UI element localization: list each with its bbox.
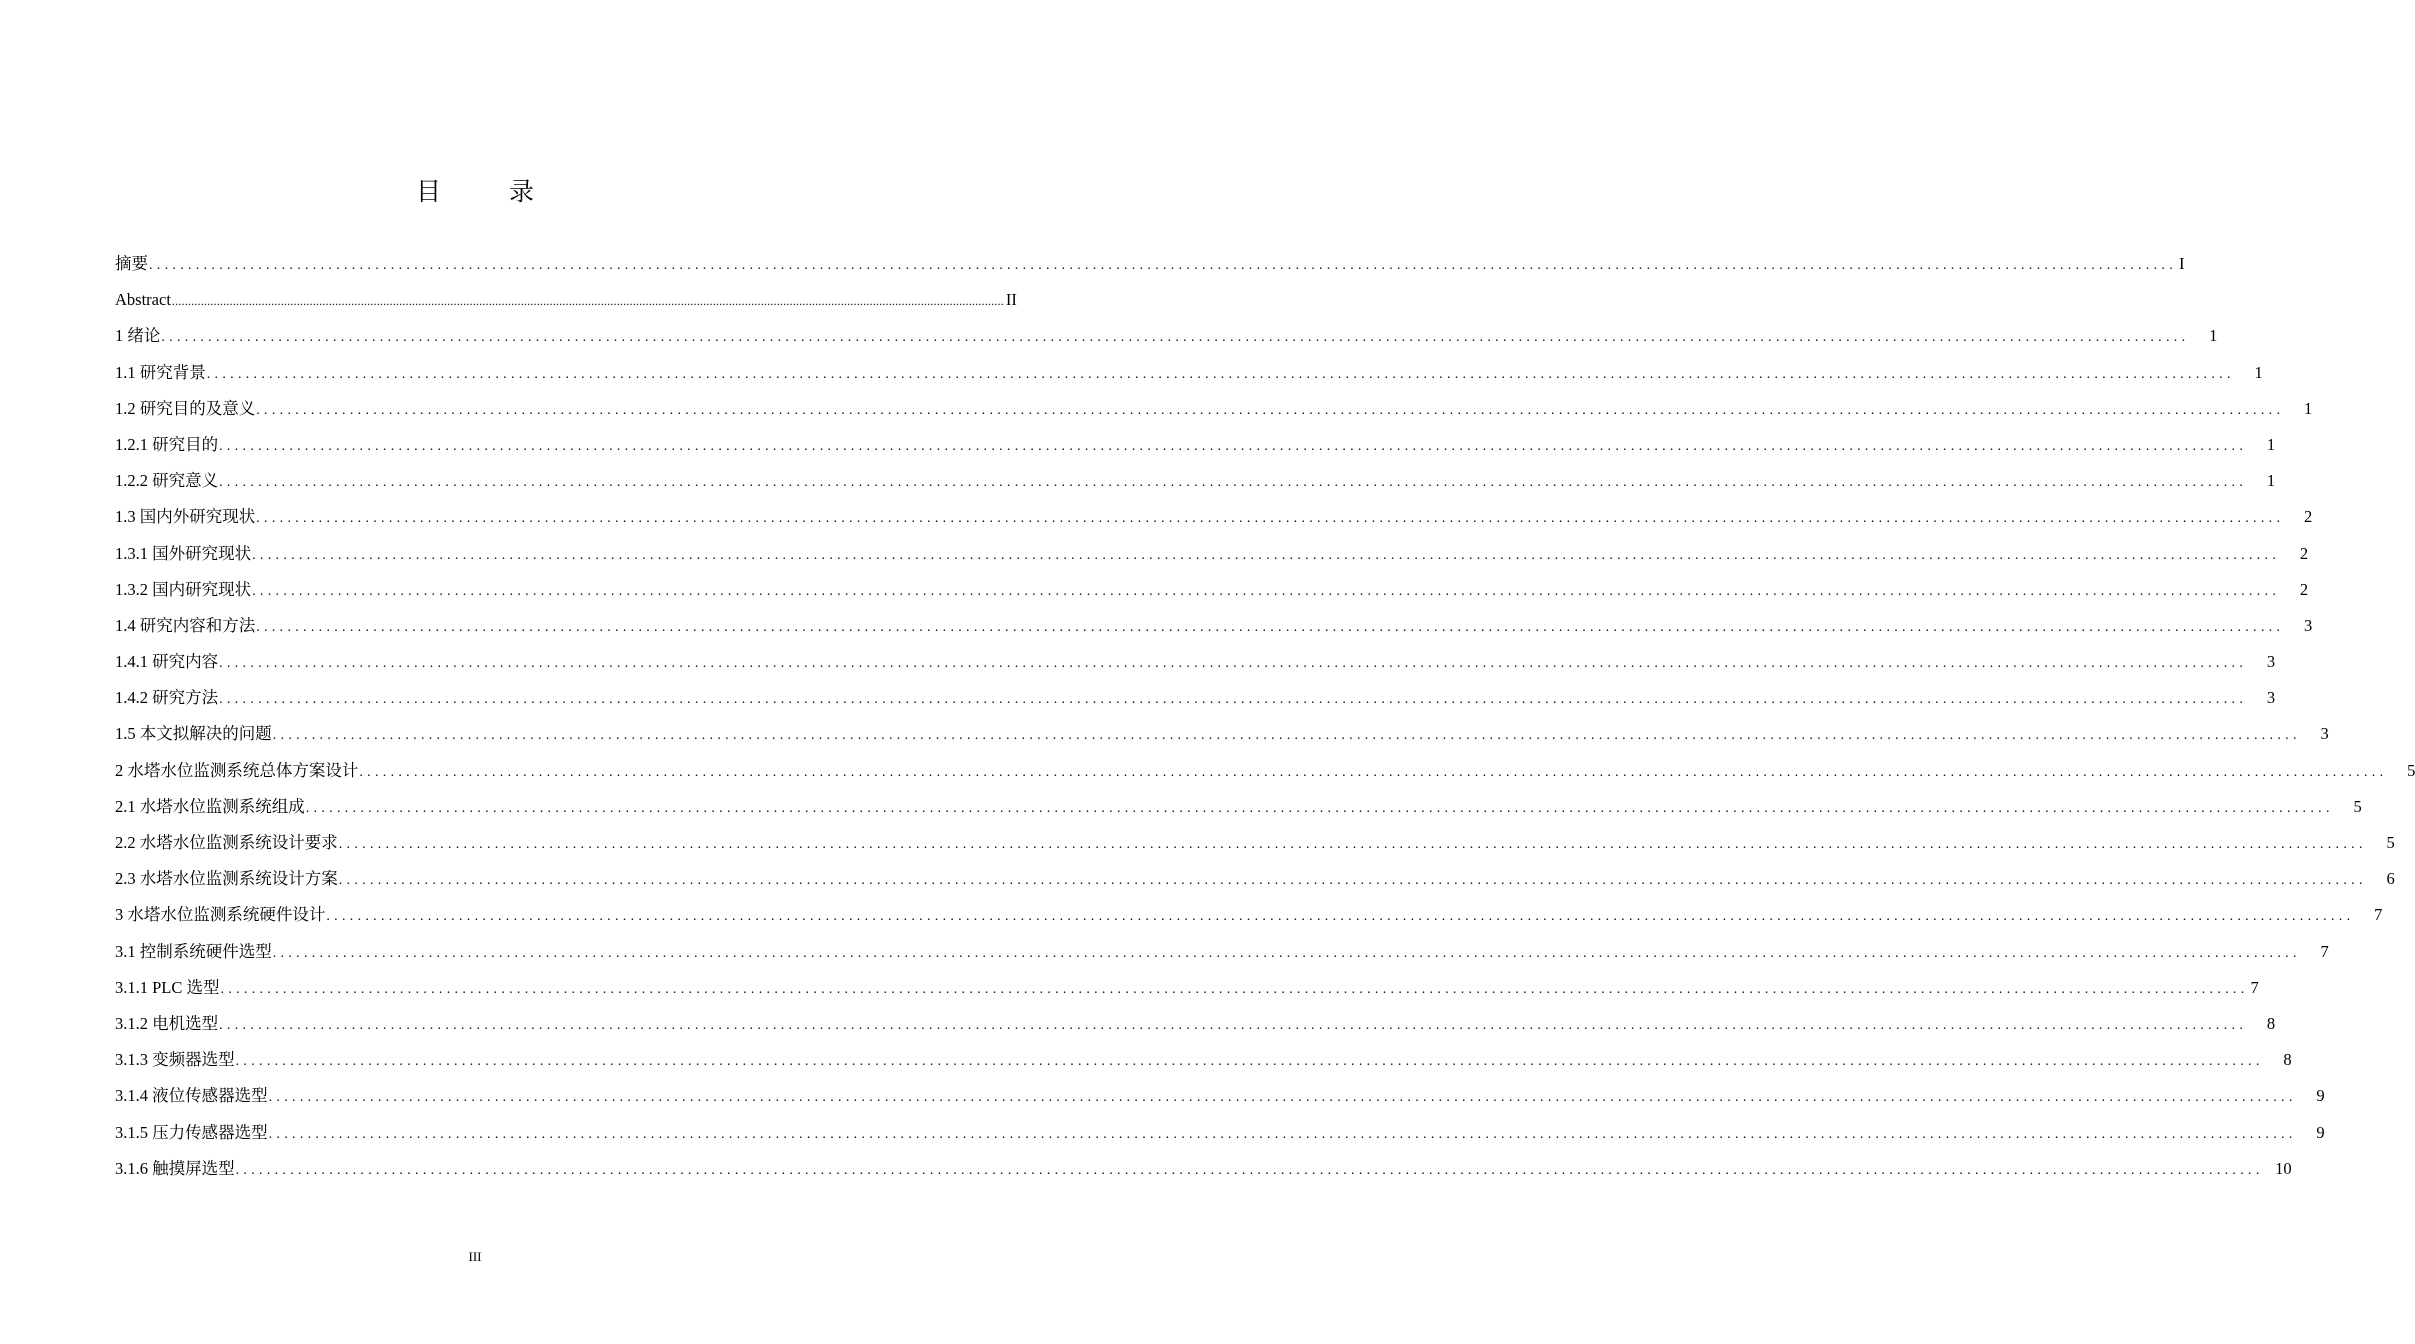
toc-entry-label: 2.2 水塔水位监测系统设计要求 (115, 833, 338, 852)
toc-entry[interactable] (115, 463, 2276, 499)
toc-entry-label: 3.1.6 触摸屏选型 (115, 1158, 235, 1178)
toc-entry-page-number: 3 (2266, 688, 2276, 708)
toc-entry-label: 2.1 水塔水位监测系统组成 (115, 796, 305, 816)
toc-dot-leader: .................................................................................................................................................................................................................................................................... (220, 981, 2249, 997)
toc-entry[interactable] (115, 391, 2313, 427)
toc-dot-leader: .................................................................................................................................................................................................................................................................... (268, 1090, 2297, 1106)
toc-dot-leader: .................................................................................................................................................................................................................................................................... (252, 547, 2281, 563)
toc-entry-page-number: 7 (2374, 905, 2383, 925)
toc-entry-page-number: 8 (2266, 1013, 2276, 1033)
toc-entry[interactable] (115, 1006, 2276, 1042)
toc-entry-page-number: 1 (2254, 362, 2263, 382)
toc-dot-leader: .................................................................................................................................................................................................................................................................... (219, 692, 2248, 708)
toc-dot-leader: .................................................................................................................................................................................................................................................................... (256, 511, 2285, 527)
toc-dot-leader: .................................................................................................................................................................................................................................................................... (235, 1162, 2264, 1178)
footer-page-number: III (468, 1249, 482, 1264)
toc-entry-label: 3.1.3 变频器选型 (115, 1050, 235, 1070)
toc-entry[interactable] (115, 753, 2415, 789)
toc-dot-leader: .................................................................................................................................................................................................................................................................... (219, 656, 2248, 672)
toc-entry-label: 1.4.1 研究内容 (115, 652, 219, 672)
toc-entry[interactable] (115, 282, 1017, 318)
toc-entry-page-number: 8 (2283, 1050, 2292, 1070)
toc-entry-page-number: 5 (2386, 833, 2395, 852)
toc-entry-label: 1.2.2 研究意义 (115, 471, 219, 491)
toc-entry-label: 1.2 研究目的及意义 (115, 398, 256, 418)
toc-entry[interactable] (115, 825, 2395, 861)
toc-entry-label: 1.5 本文拟解决的问题 (115, 724, 272, 744)
toc-entry-page-number: 5 (2353, 796, 2362, 816)
toc-entry-label: 摘要 (115, 254, 148, 273)
toc-dot-leader: .................................................................................................................................................................................................................................................................... (252, 583, 2281, 599)
toc-dot-leader: .................................................................................................................................................................................................................................................................... (161, 330, 2190, 346)
table-of-contents (115, 246, 2415, 1187)
toc-entry[interactable] (115, 536, 2309, 572)
toc-entry-label: 1.3.2 国内研究现状 (115, 579, 252, 599)
toc-entry-page-number: 2 (2304, 507, 2313, 527)
toc-entry[interactable] (115, 246, 2185, 282)
toc-entry-label: 1.4 研究内容和方法 (115, 615, 256, 635)
toc-dot-leader: .................................................................................................................................................................................................................................................................... (219, 1017, 2248, 1033)
toc-entry[interactable] (115, 572, 2309, 608)
toc-entry-label: 2.3 水塔水位监测系统设计方案 (115, 869, 338, 889)
toc-entry-page-number: 6 (2386, 869, 2395, 889)
toc-entry-page-number: 10 (2275, 1158, 2292, 1178)
toc-entry-label: 3.1 控制系统硬件选型 (115, 941, 272, 961)
toc-entry[interactable] (115, 716, 2329, 752)
toc-entry[interactable] (115, 608, 2313, 644)
toc-entry-label: 1.2.1 研究目的 (115, 434, 219, 454)
toc-entry-label: 1.3 国内外研究现状 (115, 507, 256, 527)
toc-dot-leader: .................................................................................................................................................................................................................................................................... (219, 475, 2248, 491)
toc-entry[interactable] (115, 499, 2313, 535)
toc-entry-label: 3.1.5 压力传感器选型 (115, 1122, 268, 1142)
toc-entry-label: 3.1.2 电机选型 (115, 1013, 219, 1033)
toc-entry-page-number: 1 (2266, 434, 2276, 454)
toc-entry-page-number: 2 (2299, 543, 2309, 563)
toc-entry-label: Abstract (115, 290, 171, 310)
toc-dot-leader: .................................................................................................................................................................................................................................................................... (206, 366, 2235, 382)
toc-entry-page-number: 2 (2299, 579, 2309, 599)
toc-dot-leader: .................................................................................................................................................................................................................................................................... (338, 873, 2367, 889)
toc-entry-page-number: 1 (2266, 471, 2276, 491)
toc-entry-page-number: I (2179, 254, 2185, 273)
toc-entry-page-number: 7 (2320, 941, 2329, 961)
toc-dot-leader: .................................................................................................................................................................................................................................................................... (256, 619, 2285, 635)
toc-entry-label: 3.1.1 PLC 选型 (115, 977, 220, 997)
toc-entry-label: 3 水塔水位监测系统硬件设计 (115, 905, 326, 925)
toc-dot-leader: .................................................................................................................................................................................................................................................................... (359, 764, 2388, 780)
toc-dot-leader: .................................................................................................................................................................................................................................................................... (272, 945, 2301, 961)
toc-entry[interactable] (115, 1115, 2325, 1151)
toc-entry-page-number: 3 (2266, 652, 2276, 672)
toc-dot-leader: .................................................................................................................................................................................................................................................................... (338, 837, 2367, 852)
toc-entry[interactable] (115, 897, 2383, 933)
toc-entry[interactable] (115, 861, 2395, 897)
toc-entry-page-number: 1 (2209, 326, 2218, 346)
toc-entry-page-number: 5 (2407, 760, 2415, 780)
toc-entry-label: 2 水塔水位监测系统总体方案设计 (115, 760, 359, 780)
toc-entry-label: 1.4.2 研究方法 (115, 688, 219, 708)
toc-entry[interactable] (115, 1078, 2325, 1114)
toc-dot-leader: .................................................................................................................................................................................................................................................................... (171, 294, 1004, 309)
toc-dot-leader: .................................................................................................................................................................................................................................................................... (272, 728, 2301, 744)
toc-entry-label: 3.1.4 液位传感器选型 (115, 1086, 268, 1106)
toc-entry-page-number: 9 (2316, 1122, 2325, 1142)
toc-entry[interactable] (115, 1042, 2292, 1078)
toc-dot-leader: .................................................................................................................................................................................................................................................................... (219, 438, 2248, 454)
toc-entry[interactable] (115, 680, 2276, 716)
toc-dot-leader: .................................................................................................................................................................................................................................................................... (268, 1126, 2297, 1142)
toc-dot-leader: .................................................................................................................................................................................................................................................................... (305, 800, 2334, 816)
toc-entry[interactable] (115, 1151, 2292, 1187)
toc-entry[interactable] (115, 318, 2218, 354)
toc-entry[interactable] (115, 427, 2276, 463)
toc-entry[interactable] (115, 970, 2259, 1006)
toc-entry-page-number: 3 (2304, 615, 2313, 635)
toc-entry-page-number: 3 (2320, 724, 2329, 744)
toc-entry-label: 1.1 研究背景 (115, 362, 206, 382)
toc-entry-label: 1.3.1 国外研究现状 (115, 543, 252, 563)
toc-dot-leader: .................................................................................................................................................................................................................................................................... (235, 1054, 2264, 1070)
toc-dot-leader: .................................................................................................................................................................................................................................................................... (326, 909, 2355, 925)
toc-entry-label: 1 绪论 (115, 326, 161, 346)
toc-dot-leader: .................................................................................................................................................................................................................................................................... (256, 402, 2285, 418)
toc-entry[interactable] (115, 355, 2263, 391)
toc-dot-leader: .................................................................................................................................................................................................................................................................... (149, 258, 2177, 273)
toc-entry-page-number: 9 (2316, 1086, 2325, 1106)
toc-entry-page-number: 1 (2304, 398, 2313, 418)
toc-entry[interactable] (115, 934, 2329, 970)
toc-entry-page-number: II (1005, 290, 1017, 310)
toc-entry[interactable] (115, 789, 2362, 825)
toc-entry[interactable] (115, 644, 2276, 680)
page-title: 目 录 (416, 176, 564, 206)
toc-entry-page-number: 7 (2250, 977, 2259, 997)
